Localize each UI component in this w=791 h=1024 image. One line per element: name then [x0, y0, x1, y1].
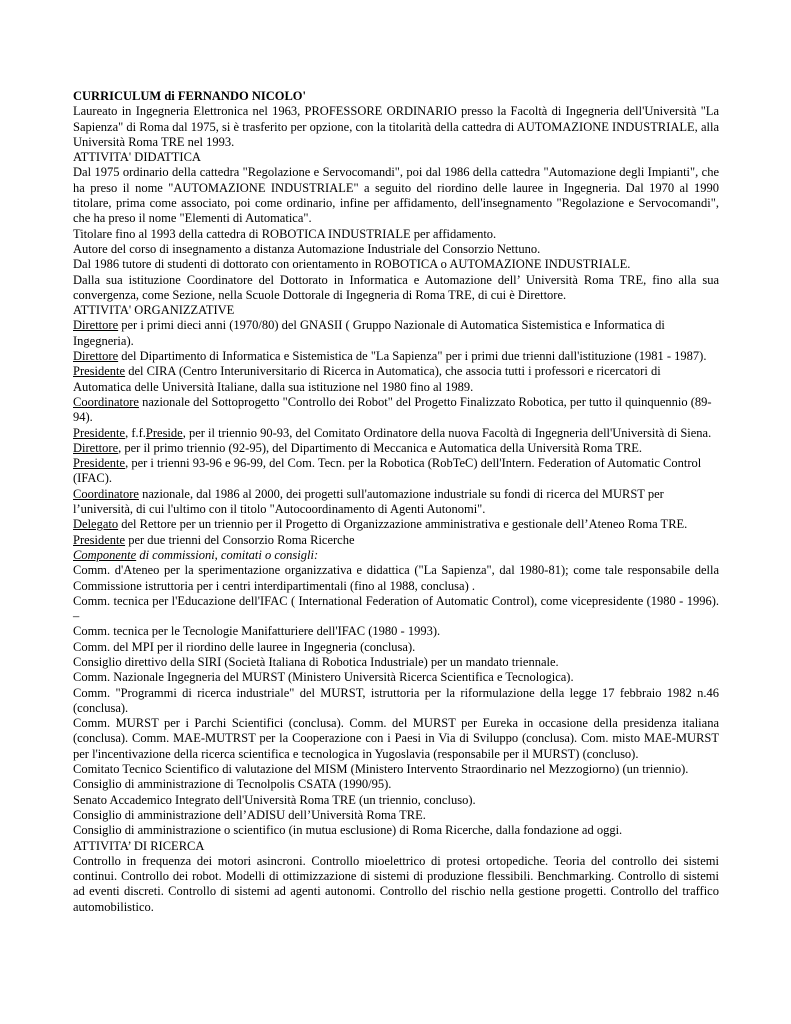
role-item	[73, 426, 719, 441]
commissione-item: Comm. d'Ateneo per la sperimentazione organizzativa e didattica ("La Sapienza", dal 1980-81); come tale responsabile della Commissione istruttoria per i centri interdipartimentali (fino al 1988, conclusa) .	[73, 563, 719, 593]
commissione-item: Consiglio di amministrazione dell’ADISU dell’Università Roma TRE.	[73, 807, 426, 822]
role-label: Presidente	[73, 364, 126, 379]
commissione-item: Comm. MURST per i Parchi Scientifici (conclusa). Comm. del MURST per Eureka in occasione della presidenza italiana (conclusa). Comm. MAE-MUTRST per la Cooperazione con i Paesi in Via di Sviluppo (conclusa). Com. misto MAE-MURST per l'incentivazione della ricerca scientifica e tecnologica in Yugoslavia (responsabile per il MURST) (concluso).	[73, 716, 719, 761]
role-label: Componente	[73, 547, 137, 562]
role-item	[73, 318, 719, 349]
role-label: Direttore	[73, 318, 119, 333]
role-label: Direttore	[73, 440, 119, 455]
role-label: Presidente	[73, 532, 126, 547]
role-text: del Rettore per un triennio per il Progetto di Organizzazione amministrativa e gestionale dell’Ateneo Roma TRE.	[118, 517, 688, 532]
didattica-paragraph: Autore del corso di insegnamento a distanza Automazione Industriale del Consorzio Nettuno.	[73, 241, 541, 256]
commissione-item: Comitato Tecnico Scientifico di valutazione del MISM (Ministero Intervento Straordinario nel Mezzogiorno) (un triennio).	[73, 762, 689, 777]
role-item	[73, 441, 719, 456]
document-title: CURRICULUM di FERNANDO NICOLO'	[73, 89, 306, 103]
role-item	[73, 456, 719, 487]
commissione-item: Comm. tecnica per le Tecnologie Manifatturiere dell'IFAC (1980 - 1993).	[73, 624, 441, 639]
role-label: Delegato	[73, 517, 119, 532]
commissione-item: Comm. "Programmi di ricerca industriale" del MURST, istruttoria per la riformulazione della legge 17 febbraio 1982 n.46 (conclusa).	[73, 685, 719, 715]
curriculum-document	[73, 89, 719, 915]
commissione-item: Consiglio di amministrazione o scientifico (in mutua esclusione) di Roma Ricerche, dalla fondazione ad oggi.	[73, 823, 623, 838]
role-label: Direttore	[73, 349, 119, 364]
role-text: per i primi dieci anni (1970/80) del GNASII ( Gruppo Nazionale di Automatica Sistemistica e Informatica di Ingegneria).	[73, 318, 665, 348]
role-text: di commissioni, comitati o consigli:	[136, 547, 319, 562]
didattica-paragraph: Dal 1975 ordinario della cattedra "Regolazione e Servocomandi", poi dal 1986 della cattedra "Automazione degli Impianti", che ha preso il nome "AUTOMAZIONE INDUSTRIALE" a seguito del riordino delle lauree in Ingegneria. Dal 1970 al 1990 titolare, prima come associato, poi come ordinario, infine per affidamento, dell'insegnamento "Regolazione e Servocomandi", che ha preso il nome "Elementi di Automatica".	[73, 165, 719, 226]
role-text: nazionale del Sottoprogetto "Controllo dei Robot" del Progetto Finalizzato Robotica, per tutto il quinquennio (89-94).	[73, 394, 712, 425]
commissioni-heading	[73, 548, 719, 563]
commissione-item: Comm. Nazionale Ingegneria del MURST (Ministero Università Ricerca Scientifica e Tecnologica).	[73, 670, 574, 685]
commissione-item: Consiglio di amministrazione di Tecnolpolis CSATA (1990/95).	[73, 777, 392, 792]
role-item	[73, 487, 719, 518]
role-label: Presidente	[73, 456, 126, 471]
role-item	[73, 517, 719, 532]
didattica-heading: ATTIVITA' DIDATTICA	[73, 150, 201, 165]
role-label: Preside	[145, 425, 183, 440]
didattica-paragraph: Dal 1986 tutore di studenti di dottorato con orientamento in ROBOTICA o AUTOMAZIONE INDUSTRIALE.	[73, 257, 631, 272]
role-label: Presidente	[73, 425, 126, 440]
role-item	[73, 395, 719, 426]
didattica-paragraph: Dalla sua istituzione Coordinatore del Dottorato in Informatica e Automazione dell’ Università Roma TRE, fino alla sua convergenza, come Sezione, nella Scuole Dottorale di Ingegneria di Roma TRE, di cui è Direttore.	[73, 272, 719, 302]
didattica-paragraph: Titolare fino al 1993 della cattedra di ROBOTICA INDUSTRIALE per affidamento.	[73, 226, 497, 241]
role-text: del Dipartimento di Informatica e Sistemistica de "La Sapienza" per i primi due trienni dall'istituzione (1981 - 1987).	[118, 349, 707, 364]
commissione-item: Comm. tecnica per l'Educazione dell'IFAC ( International Federation of Automatic Control), come vicepresidente (1980 - 1996). –	[73, 593, 719, 624]
role-text: nazionale, dal 1986 al 2000, dei progetti sull'automazione industriale su fondi di ricerca del MURST per l’università, di cui l'ultimo con il titolo "Autocoordinamento di Agenti Autonomi".	[73, 486, 664, 517]
commissione-item: Senato Accademico Integrato dell'Università Roma TRE (un triennio, concluso).	[73, 792, 476, 807]
role-item	[73, 533, 719, 548]
ricerca-paragraph: Controllo in frequenza dei motori asincroni. Controllo mioelettrico di protesi ortopediche. Teoria del controllo dei sistemi continui. Controllo dei robot. Modelli di ottimizzazione di sistemi di produzione flessibili. Benchmarking. Controllo di sistemi ad eventi discreti. Controllo di sistemi ad agenti autonomi. Controllo del rischio nella gestione progetti. Controllo del traffico automobilistico.	[73, 853, 719, 914]
role-text: , f.f.	[125, 425, 146, 440]
commissione-item: Comm. del MPI per il riordino delle lauree in Ingegneria (conclusa).	[73, 639, 416, 654]
commissione-item: Consiglio direttivo della SIRI (Società Italiana di Robotica Industriale) per un mandato triennale.	[73, 654, 559, 669]
role-text: , per il triennio 90-93, del Comitato Ordinatore della nuova Facoltà di Ingegneria dell'Università di Siena.	[182, 425, 712, 440]
role-label: Coordinatore	[73, 486, 139, 501]
organizzative-heading: ATTIVITA' ORGANIZZATIVE	[73, 303, 235, 318]
role-text: , per i trienni 93-96 e 96-99, del Com. Tecn. per la Robotica (RobTeC) dell'Intern. Federation of Automatic Control (IFAC).	[73, 456, 702, 486]
role-text: , per il primo triennio (92-95), del Dipartimento di Meccanica e Automatica della Università Roma TRE.	[118, 440, 643, 455]
role-item	[73, 349, 719, 364]
role-item	[73, 364, 719, 395]
role-text: del CIRA (Centro Interuniversitario di Ricerca in Automatica), che associa tutti i professori e ricercatori di Automatica delle Università Italiane, dalla sua istituzione nel 1980 fino al 1989.	[73, 364, 661, 394]
role-label: Coordinatore	[73, 394, 139, 409]
intro-paragraph: Laureato in Ingegneria Elettronica nel 1963, PROFESSORE ORDINARIO presso la Facoltà di Ingegneria dell'Università "La Sapienza" di Roma dal 1975, si è trasferito per opzione, con la titolarità della cattedra di AUTOMAZIONE INDUSTRIALE, alla Università Roma TRE nel 1993.	[73, 104, 719, 149]
ricerca-heading: ATTIVITA’ DI RICERCA	[73, 838, 205, 853]
role-text: per due trienni del Consorzio Roma Ricerche	[125, 532, 355, 547]
